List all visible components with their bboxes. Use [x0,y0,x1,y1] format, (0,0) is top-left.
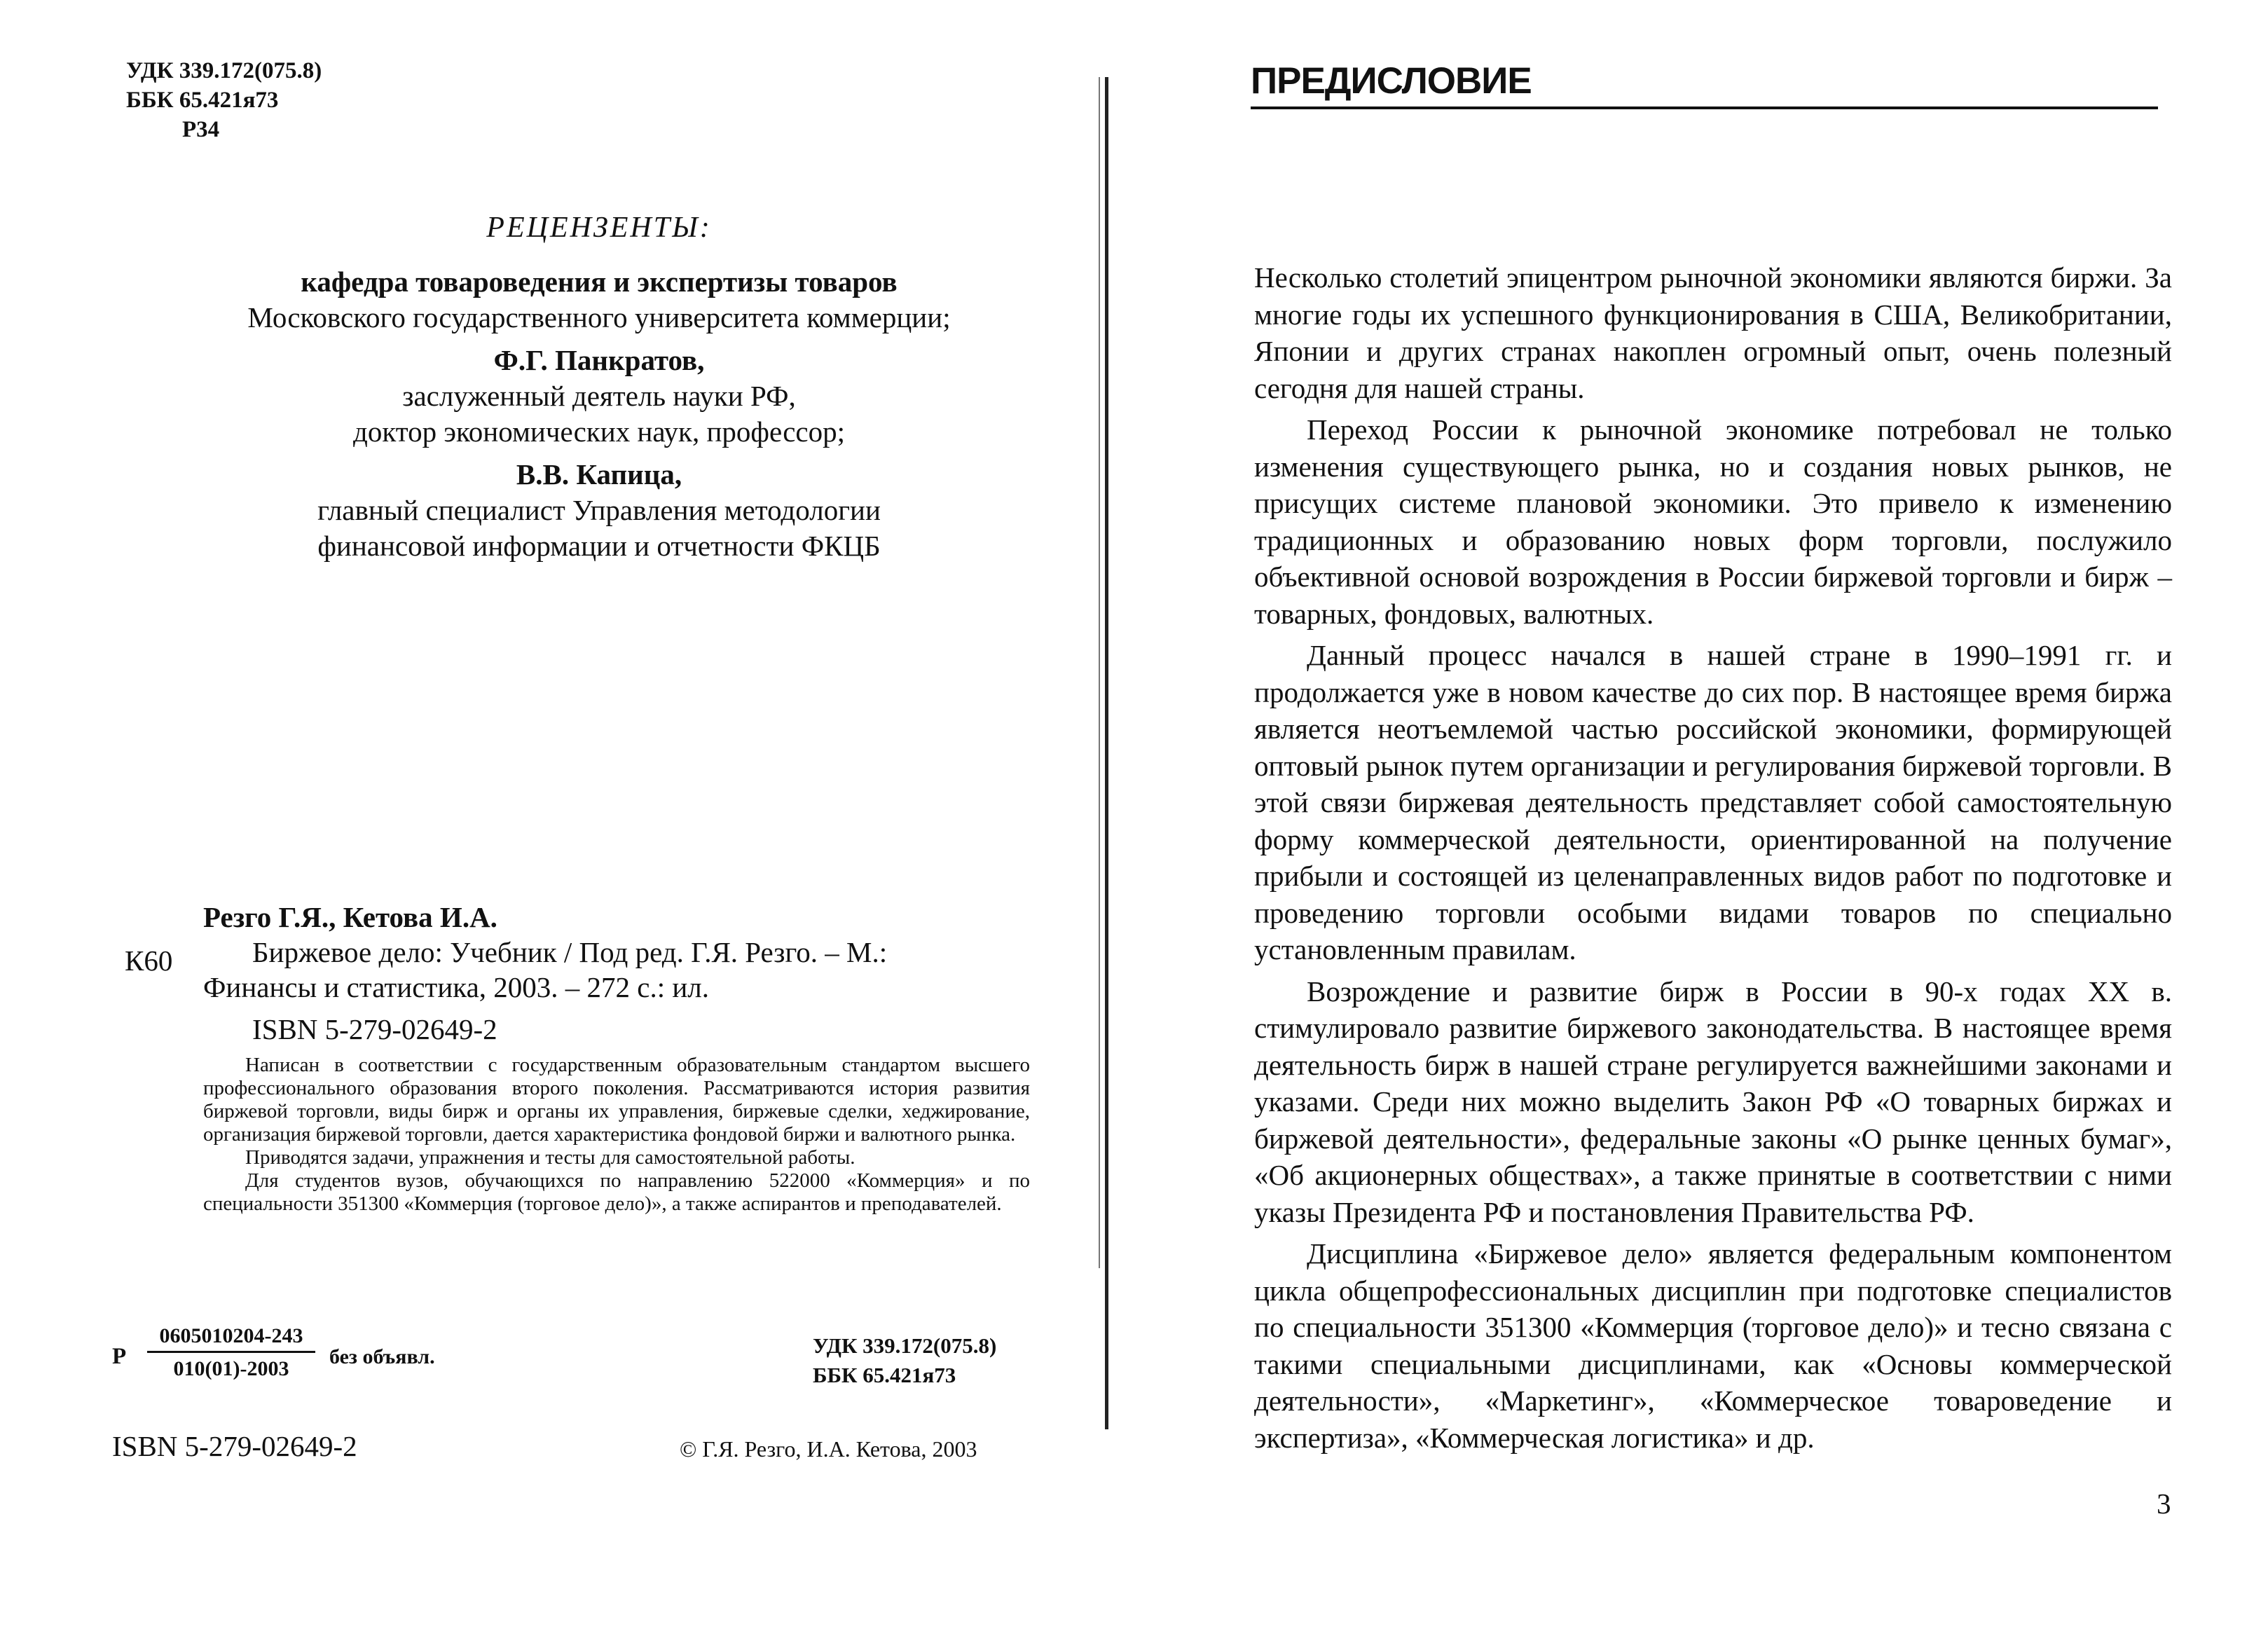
annotation-paragraph: Для студентов вузов, обучающихся по направлению 522000 «Коммерция» и по специальности 351300 «Коммерция (торговое дело)», а также аспирантов и преподавателей. [203,1169,1030,1215]
annotation [203,1054,1030,1216]
publication-code-numerator: 0605010204-243 [147,1324,315,1353]
reviewer-3-name: В.В. Капица, [516,458,682,490]
reviewer-3-line-1: главный специалист Управления методологии [317,494,881,526]
reviewer-2-line-1: заслуженный деятель науки РФ, [402,380,796,412]
book-isbn: ISBN 5-279-02649-2 [252,1013,497,1045]
chapter-title: ПРЕДИСЛОВИЕ [1251,60,1532,102]
reviewers-block [168,210,1030,564]
preface-paragraph: Возрождение и развитие бирж в России в 90-х годах XX в. стимулировало развитие биржевого законодательства. В настоящее время деятельность бирж в нашей стране регулируется важнейшими законами и указами. Среди них можно выделить Закон РФ «О товарных биржах и биржевой деятельности», федеральные законы «О рынке ценных бумаг», «Об акционерных обществах», а также принятые в соответствии с ними указы Президента РФ и постановления Правительства РФ. [1254,975,2172,1228]
preface-paragraph: Данный процесс начался в нашей стране в 1990–1991 гг. и продолжается уже в новом качестве до сих пор. В настоящее время биржа является неотъемлемой частью российской экономики, формирующей оптовый рынок путем организации и регулирования биржевой торговли. В этой связи биржевая деятельность представляет собой самостоятельную форму коммерческой деятельности, ориентированной на получение прибыли и состоящей из целенаправленных видов работ по подготовке и проведению торговли особыми видами товаров по специально установленным правилам. [1254,639,2172,965]
publication-code-fraction [147,1324,315,1381]
author-mark: Р34 [182,117,220,142]
udk-code: УДК 339.172(075.8) [126,58,322,83]
book-publisher-line: Финансы и статистика, 2003. – 272 с.: ил. [203,971,710,1003]
bibliographic-record [112,900,1044,1047]
author-sign: К60 [125,944,173,977]
reviewer-2-line-2: доктор экономических наук, профессор; [353,415,845,448]
reviewer-1-line: Московского государственного университета коммерции; [247,301,951,334]
preface-text [1254,259,2172,1461]
imprint-footer [112,1324,1044,1499]
annotation-paragraph: Написан в соответствии с государственным образовательным стандартом высшего профессионального образования второго поколения. Рассматриваются история развития биржевой торговли, виды бирж и органы их управления, биржевые сделки, хеджирование, организация биржевой торговли, дается характеристика фондовой биржи и валютного рынка. [203,1054,1030,1146]
copyright: © Г.Я. Резго, И.А. Кетова, 2003 [680,1436,977,1462]
preface-paragraph: Дисциплина «Биржевое дело» является федеральным компонентом цикла общепрофессиональных дисциплин при подготовке специалистов по специальности 351300 «Коммерция (торговое дело)» и тесно связана с такими специальными дисциплинами, как «Основы коммерческой деятельности», «Маркетинг», «Коммерческое товароведение и экспертиза», «Коммерческая логистика» и др. [1254,1237,2172,1454]
reviewer-2-name: Ф.Г. Панкратов, [493,344,705,376]
page-gutter-shadow [1099,77,1100,1268]
chapter-rule [1251,106,2158,109]
book-title-line: Биржевое дело: Учебник / Под ред. Г.Я. Резго. – М.: [252,936,888,968]
preface-paragraph: Переход России к рыночной экономике потребовал не только изменения существующего рынка, но и создания новых рынков, не присущих системе плановой экономики. Это привело к изменению традиционных и образованию новых форм торговли, послужило объективной основой возрождения в России биржевой торговли и бирж – товарных, фондовых, валютных. [1254,413,2172,630]
footer-isbn: ISBN 5-279-02649-2 [112,1430,357,1462]
publication-code-note: без объявл. [329,1345,435,1368]
annotation-paragraph: Приводятся задачи, упражнения и тесты для самостоятельной работы. [245,1146,855,1169]
bbk-code: ББК 65.421я73 [126,88,279,113]
publication-code-letter: Р [112,1344,127,1369]
book-authors: Резго Г.Я., Кетова И.А. [203,901,497,933]
publication-code-denominator: 010(01)-2003 [173,1357,289,1380]
reviewer-3-line-2: финансовой информации и отчетности ФКЦБ [317,530,881,562]
preface-paragraph: Несколько столетий эпицентром рыночной экономики являются биржи. За многие годы их успешного функционирования в США, Великобритании, Японии и других странах накоплен огромный опыт, очень полезный сегодня для нашей страны. [1254,261,2172,404]
imprint-header [126,56,322,144]
footer-bbk: ББК 65.421я73 [813,1363,956,1387]
page-number: 3 [2157,1487,2171,1520]
footer-udk: УДК 339.172(075.8) [813,1333,997,1358]
reviewer-1-title: кафедра товароведения и экспертизы товаров [301,266,898,298]
page-gutter [1105,77,1108,1429]
reviewers-heading: РЕЦЕНЗЕНТЫ: [486,212,712,244]
footer-classification [813,1331,996,1390]
